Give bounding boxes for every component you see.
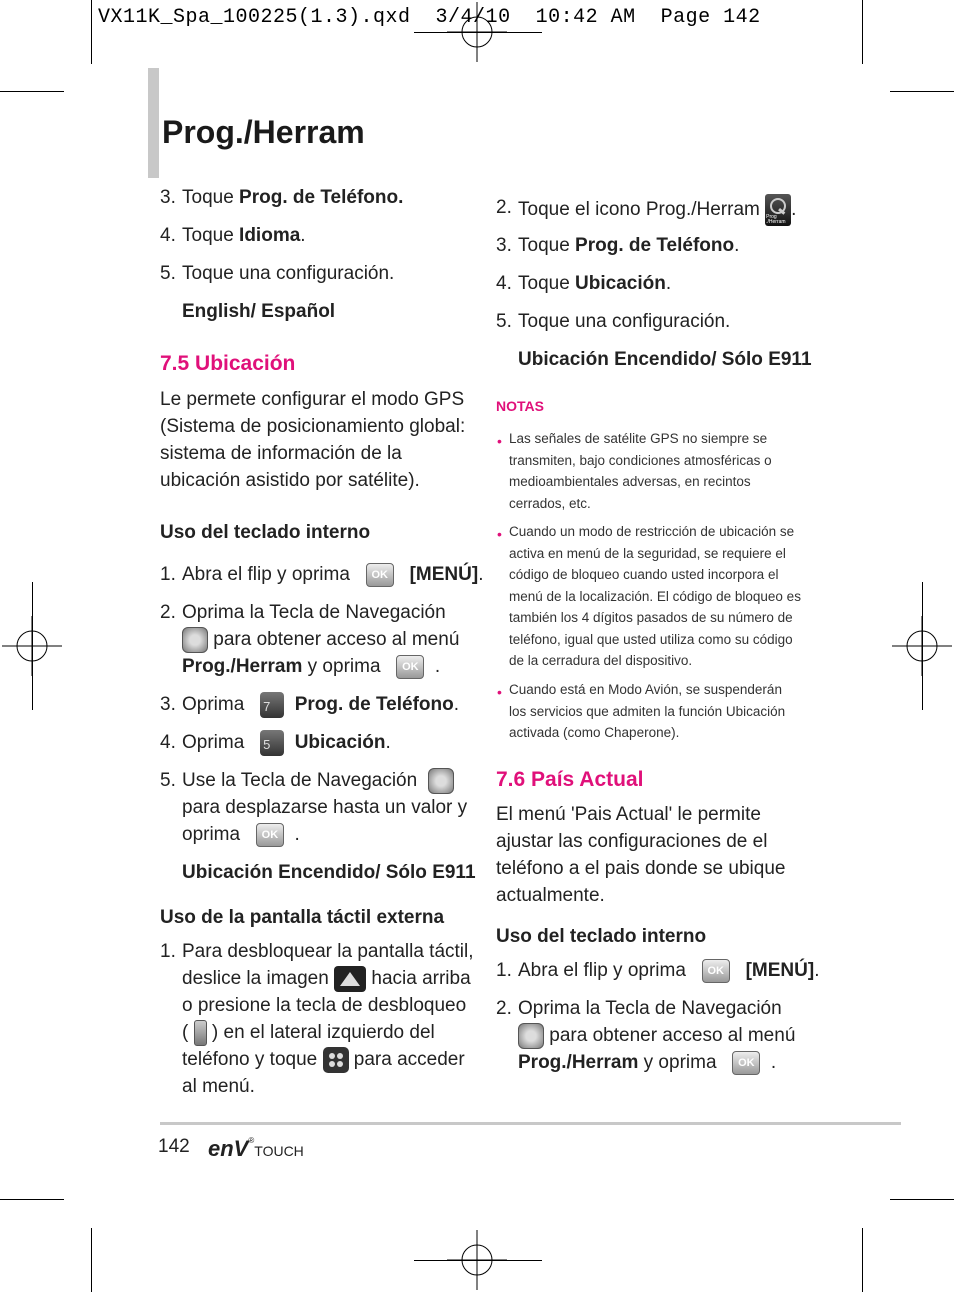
step-number: 4. [160, 225, 176, 246]
navigation-key-icon [518, 1023, 544, 1049]
step-number: 3. [160, 187, 176, 208]
step-text: Toque el icono Prog./Herram Prog ./Herram . [518, 194, 796, 226]
step-text: para obtener acceso al menú [182, 626, 459, 653]
step-number: 5. [496, 311, 512, 332]
page-title: Prog./Herram [162, 114, 365, 150]
option-text: Ubicación Encendido/ Sólo E911 [518, 349, 812, 370]
step-number: 2. [496, 998, 512, 1019]
step-text: Oprima 5 Ubicación. [182, 729, 391, 756]
paragraph-line: Le permete configurar el modo GPS [160, 389, 465, 410]
step-text: Toque Prog. de Teléfono. [518, 235, 740, 256]
step-text: Prog./Herram y oprima OK . [518, 1052, 777, 1073]
step-text: Toque una configuración. [518, 311, 731, 332]
step-text: Abra el flip y oprima OK [MENÚ]. [182, 564, 484, 585]
paragraph-line: ajustar las configuraciones de el [496, 831, 768, 852]
step-text: Toque Ubicación. [518, 273, 672, 294]
step-text: ( ) en el lateral izquierdo del [182, 1019, 435, 1046]
paragraph-line: El menú 'Pais Actual' le permite [496, 804, 761, 825]
step-number: 1. [496, 960, 512, 981]
brand-logo: enV®TOUCH [208, 1136, 304, 1161]
step-text: Oprima la Tecla de Navegación [518, 998, 782, 1019]
paragraph-line: sistema de información de la [160, 443, 402, 464]
note-text: Cuando un modo de restricción de ubicación se activa en menú de la seguridad, se requiere el código de bloqueo cuando usted incorpora el menú de la localización. El código de bloqueo es también los 4 dígitos pasados de su número de teléfono, igual que usted utiliza como su código de la cerradura del dispositivo. [509, 524, 801, 668]
step-text: Oprima la Tecla de Navegación [182, 602, 446, 623]
step-number: 4. [496, 273, 512, 294]
bullet-icon: • [497, 684, 502, 700]
step-number: 1. [160, 941, 176, 962]
step-text: Toque Prog. de Teléfono. [182, 187, 404, 208]
step-text: Prog./Herram y oprima OK . [182, 656, 441, 677]
footer-rule [160, 1122, 901, 1125]
step-number: 2. [496, 197, 512, 218]
subheading: Uso del teclado interno [160, 522, 371, 543]
step-text: Toque Idioma. [182, 225, 306, 246]
page-number: 142 [158, 1136, 190, 1157]
step-text: deslice la imagen hacia arriba [182, 965, 471, 992]
ok-key-icon: OK [396, 655, 424, 679]
step-text: para obtener acceso al menú [518, 1022, 795, 1049]
step-text: Oprima 7 Prog. de Teléfono. [182, 691, 459, 718]
section-heading: 7.6 País Actual [496, 768, 644, 791]
notes-heading: NOTAS [496, 398, 544, 414]
tools-app-icon: Prog ./Herram [765, 194, 791, 226]
option-text: English/ Español [182, 301, 336, 322]
note-text: Cuando está en Modo Avión, se suspenderán los servicios que admiten la función Ubicación activada (como Chaperone). [509, 682, 786, 740]
bullet-icon: • [497, 526, 502, 542]
option-text: Ubicación Encendido/ Sólo E911 [182, 862, 476, 883]
step-number: 3. [496, 235, 512, 256]
ok-key-icon: OK [732, 1051, 760, 1075]
note-text: Las señales de satélite GPS no siempre se transmiten, bajo condiciones atmosféricas o medioambientales adversas, en recintos cerrados, etc. [509, 431, 772, 511]
section-heading: 7.5 Ubicación [160, 352, 296, 375]
step-text: oprima OK . [182, 824, 300, 845]
step-number: 4. [160, 732, 176, 753]
step-number: 1. [160, 564, 176, 585]
key-7-icon: 7 [260, 692, 284, 718]
subheading: Uso del teclado interno [496, 926, 707, 947]
ok-key-icon: OK [702, 959, 730, 983]
step-number: 2. [160, 602, 176, 623]
step-text: Use la Tecla de Navegación [182, 767, 454, 794]
step-number: 5. [160, 770, 176, 791]
paragraph-line: ubicación asistido por satélite). [160, 470, 420, 491]
step-text: Toque una configuración. [182, 263, 395, 284]
step-number: 5. [160, 263, 176, 284]
ok-key-icon: OK [366, 563, 394, 587]
key-5-icon: 5 [260, 730, 284, 756]
step-text: teléfono y toque para acceder [182, 1046, 465, 1073]
step-text: al menú. [182, 1076, 255, 1097]
step-number: 3. [160, 694, 176, 715]
step-text: o presione la tecla de desbloqueo [182, 995, 467, 1016]
print-slug: VX11K_Spa_100225(1.3).qxd 3/4/10 10:42 AM Page 142 [98, 6, 761, 29]
bullet-icon: • [497, 433, 502, 449]
step-text: para desplazarse hasta un valor y [182, 797, 468, 818]
paragraph-line: (Sistema de posicionamiento global: [160, 416, 466, 437]
step-text: Para desbloquear la pantalla táctil, [182, 941, 474, 962]
paragraph-line: actualmente. [496, 885, 605, 906]
ok-key-icon: OK [256, 823, 284, 847]
step-text: Abra el flip y oprima OK [MENÚ]. [518, 960, 820, 981]
subheading: Uso de la pantalla táctil externa [160, 907, 445, 928]
paragraph-line: teléfono a el pais donde se ubique [496, 858, 786, 879]
